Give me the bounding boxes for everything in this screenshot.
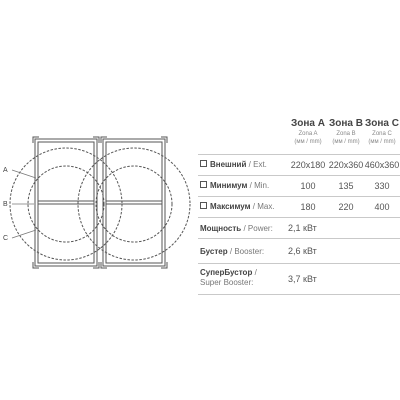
super-booster-value: 3,7 кВт [288,274,317,284]
square-icon [200,181,207,188]
row-booster: Бустер / Booster: 2,6 кВт [198,239,400,264]
zone-a-header: Зона A Zona A (мм / mm) [291,118,325,145]
max-zone-c: 400 [374,202,390,212]
ext-zone-c: 460x360 [364,160,400,170]
right-module-frame [103,139,165,266]
label-b: B [3,201,8,208]
min-zone-a: 100 [300,181,316,191]
min-zone-b: 135 [338,181,354,191]
ext-zone-b: 220x360 [328,160,364,170]
row-maximum: Максимум / Max. 180 220 400 [198,197,400,218]
max-zone-b: 220 [338,202,354,212]
square-icon [200,160,207,167]
ext-zone-a: 220x180 [290,160,326,170]
left-module-frame [35,139,97,266]
min-zone-c: 330 [374,181,390,191]
spec-table [198,118,400,295]
zone-b-header: Зона B Zona B (мм / mm) [329,118,363,145]
power-value: 2,1 кВт [288,223,317,233]
leader-c [12,230,36,238]
zone-header-row [198,118,400,154]
label-a: A [3,167,8,174]
left-module-inner-frame [38,142,94,263]
row-power: Мощность / Power: 2,1 кВт [198,218,400,239]
leader-a [12,170,36,178]
label-c: C [3,235,9,242]
square-icon [200,202,207,209]
max-zone-a: 180 [300,202,316,212]
left-module-bracket [33,137,99,268]
row-minimum: Минимум / Min. 100 135 330 [198,176,400,197]
row-super-booster: СуперБустор / Super Booster: 3,7 кВт [198,264,400,295]
right-module-bracket [101,137,167,268]
row-external: Внешний / Ext. 220x180 220x360 460x360 [198,154,400,176]
booster-value: 2,6 кВт [288,246,317,256]
zone-c-header: Зона C Zona C (мм / mm) [365,118,399,145]
right-module-inner-frame [106,142,162,263]
